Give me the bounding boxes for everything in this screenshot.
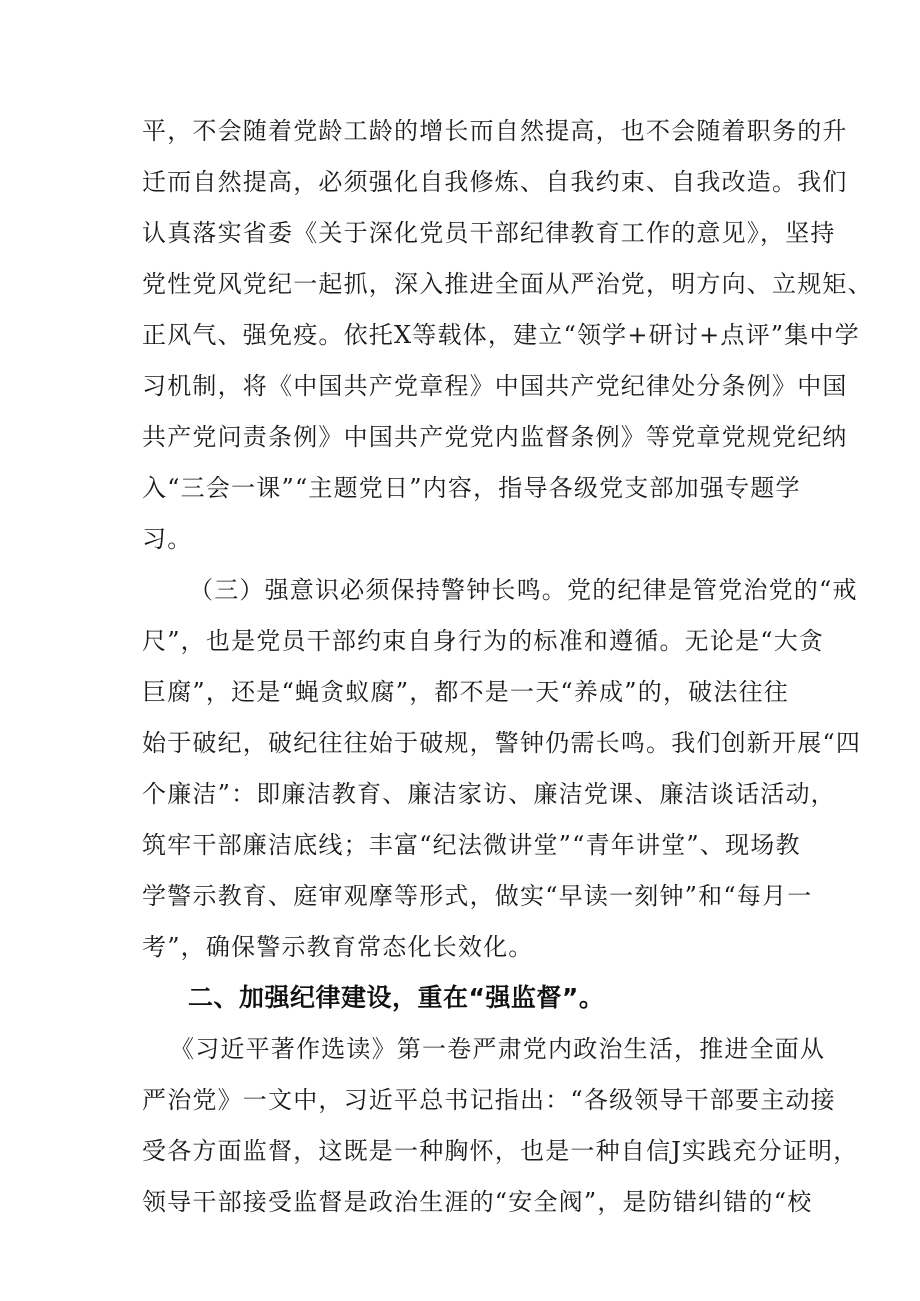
text-line: 尺”，也是党员干部约束自身行为的标准和遵循。无论是“大贪 [142, 627, 825, 655]
text-line: 巨腐”，还是“蝇贪蚁腐”，都不是一天“养成”的，破法往往 [142, 678, 789, 706]
text-line: 《习近平著作选读》第一卷严肃党内政治生活，推进全面从 [170, 1035, 826, 1063]
text-line: 领导干部接受监督是政治生涯的“安全阀”，是防错纠错的“校 [142, 1188, 813, 1216]
text-line: 习机制，将《中国共产党章程》中国共产党纪律处分条例》中国 [142, 372, 848, 400]
text-line: 筑牢干部廉洁底线；丰富“纪法微讲堂”“青年讲堂”、现场教 [142, 831, 801, 859]
text-line: 迁而自然提高，必须强化自我修炼、自我约束、自我改造。我们 [142, 168, 848, 196]
text-line: 考”，确保警示教育常态化长效化。 [142, 933, 534, 961]
text-line: （三）强意识必须保持警钟长鸣。党的纪律是管党治党的“戒 [189, 576, 858, 604]
text-line: 严治党》一文中，习近平总书记指出：“各级领导干部要主动接 [142, 1086, 836, 1114]
text-line: 受各方面监督，这既是一种胸怀，也是一种自信J实践充分证明， [142, 1137, 859, 1165]
text-line: 始于破纪，破纪往往始于破规，警钟仍需长鸣。我们创新开展“四 [142, 729, 862, 757]
text-line: 平，不会随着党龄工龄的增长而自然提高，也不会随着职务的升 [142, 117, 848, 145]
section-heading: 二、加强纪律建设，重在“强监督”。 [188, 983, 605, 1012]
text-line: 学警示教育、庭审观摩等形式，做实“早读一刻钟”和“每月一 [142, 882, 813, 910]
text-line: 共产党问责条例》中国共产党党内监督条例》等党章党规党纪纳 [142, 423, 848, 451]
text-line: 认真落实省委《关于深化党员干部纪律教育工作的意见》，坚持 [142, 219, 836, 247]
text-line: 个廉洁”：即廉洁教育、廉洁家访、廉洁党课、廉洁谈话活动， [142, 780, 836, 808]
text-line: 正风气、强免疫。依托X等载体，建立“领学+研讨+点评”集中学 [142, 321, 860, 349]
text-line: 入“三会一课”“主题党日”内容，指导各级党支部加强专题学 [142, 474, 801, 502]
text-line: 党性党风党纪一起抓，深入推进全面从严治党，明方向、立规矩、 [142, 270, 873, 298]
text-line: 习。 [142, 525, 193, 553]
